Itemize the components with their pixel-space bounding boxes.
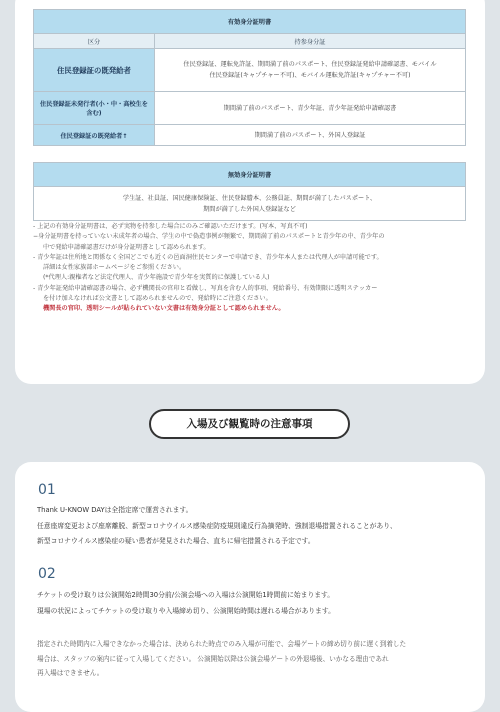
valid-id-table xyxy=(33,9,466,146)
invalid-id-table xyxy=(33,162,466,221)
note-line: 詳細は女性家族部ホームページをご参照ください。 xyxy=(43,264,186,272)
extra-text: 指定された時間内に入場できなかった場合は、決められた時点でのみ入場が可能で、会場ゲートの締め切り前に遅く到着した 場合は、スタッフの案内に従って入場してください。 公演開始以降は公演会場ゲートの外退場後、いかなる理由であれ 再入場はできません。 xyxy=(37,640,407,677)
table-row xyxy=(34,49,466,92)
table-row xyxy=(34,125,466,146)
row-label: 住民登録証未発行者(小・中・高校生を含む) xyxy=(34,92,155,125)
row-value: 住民登録証、運転免許証、期間満了前のパスポート、住民登録証発給申請確認書、モバイル 住民登録証(キャプチャー不可)、モバイル運転免許証(キャプチャー不可) xyxy=(155,49,466,92)
category-header: 区分 xyxy=(34,34,155,49)
note-line: (*代理人:親権者など法定代理人、青少年施設で青少年を実質的に保護している人) xyxy=(43,274,270,282)
row-label: 住民登録証の既発給者 xyxy=(34,49,155,92)
notes-list xyxy=(33,222,473,315)
invalid-id-title: 無効身分証明書 xyxy=(34,163,466,187)
item-text: チケットの受け取りは公演開始2時間30分前/公演会場への入場は公演開始1時間前に始まります。 現場の状況によってチケットの受け取りや入場締め切り、公演開始時間は遅れる場合があります。 xyxy=(37,591,335,615)
invalid-id-list: 学生証、社員証、国民健康保険証、住民登録謄本、公務員証、期間が満了したパスポート、 期間が満了した外国人登録証など xyxy=(34,187,466,221)
note-line: を付け加えなければ公文書として認められませんので、発給時にご注意ください。 xyxy=(43,295,272,303)
row-value: 期間満了前のパスポート、青少年証、青少年証発給申請確認書 xyxy=(155,92,466,125)
entry-notes-card xyxy=(15,462,485,712)
item-text: Thank U-KNOW DAYは全指定席で運営されます。 任意座席変更および座席離脱、新型コロナウイルス感染症防疫規則違反行為摘発時、強制退場措置されることがあり、 新型コロナウイルス感染症の疑い患者が発見された場合、直ちに帰宅措置される予定です。 xyxy=(37,506,397,546)
documents-header: 持参身分証 xyxy=(155,34,466,49)
item-number: 01 xyxy=(38,482,56,498)
valid-id-title: 有効身分証明書 xyxy=(34,10,466,34)
row-label: 住民登録証の既発給者↑ xyxy=(34,125,155,146)
row-value: 期間満了前のパスポート、外国人登録証 xyxy=(155,125,466,146)
table-row xyxy=(34,92,466,125)
section-title: 入場及び観覧時の注意事項 xyxy=(149,409,350,439)
note-line: −身分証明書を持っていない未成年者の場合、学生の中で偽造事例が頻繁で、期間満了前のパスポートと青少年の中、青少年の xyxy=(33,233,385,241)
note-line: - 上記の有効身分証明書は、必ず実物を持参した場合にのみご確認いただけます。(写本、写真不可) xyxy=(33,223,308,230)
warning-note: 機関長の官印、透明シールが貼られていない文書は有効身分証として認められません。 xyxy=(43,305,285,313)
item-number: 02 xyxy=(38,566,56,582)
note-line: 中で発給申請確認書だけが身分証明書として認められます。 xyxy=(43,243,210,251)
note-line: - 青少年証は住所地と関係なく全国どこでも近くの邑面洞住民センターで申請でき、青少年本人または代理人が申請可能です。 xyxy=(33,253,383,261)
note-line: - 青少年証発給申請確認書の場合、必ず機関長の官印と看做し、写真を含む人的事項、発給番号、有効期限に透明ステッカー xyxy=(33,284,378,292)
id-info-card xyxy=(15,0,485,384)
